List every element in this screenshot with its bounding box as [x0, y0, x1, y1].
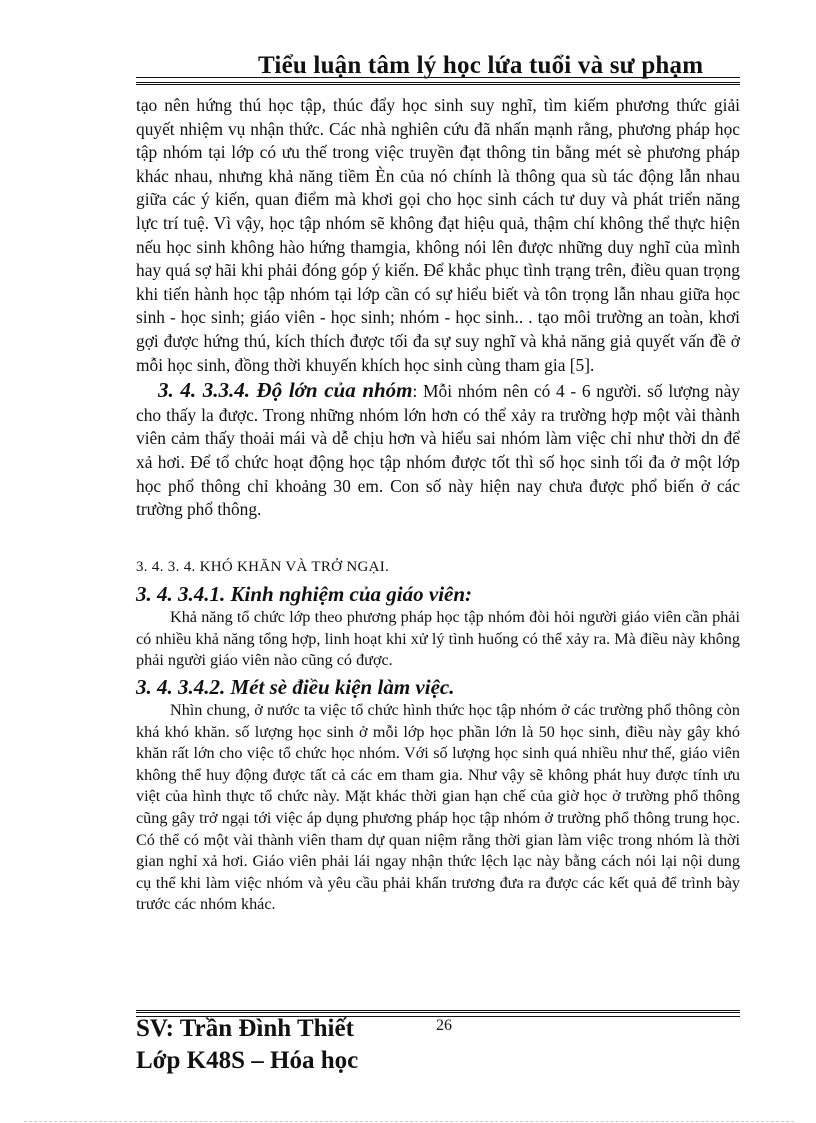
subsection-heading-working-conditions: 3. 4. 3.4.2. Mét sè điều kiện làm việc. [136, 675, 455, 700]
section-text-group-size: : Mỗi nhóm nên có 4 - 6 người. số lượng này cho thấy la được. Trong những nhóm lớn hơn có thể xảy ra trường hợp một vài thành viên cảm thấy thoải mái và dễ chịu hơn và hiểu sai nhóm làm việc chỉ như thời dn để xả hơi. Để tổ chức hoạt động học tập nhóm được tốt thì số học sinh tối đa ở một lớp học phổ thông chỉ khoảng 30 em. Con số này hiện nay chưa được phổ biến ở các trường phổ thông. [136, 381, 740, 520]
paragraph-group-size [136, 379, 740, 522]
header-double-rule [136, 82, 740, 85]
footer-class-name: Lớp K48S – Hóa học [136, 1047, 359, 1074]
paragraph-working-conditions: Nhìn chung, ở nước ta việc tổ chức hình thức học tập nhóm ở các trường phổ thông còn khá khó khăn. số lượng học sinh ở mỗi lớp học phần lớn là 50 học sinh, điều này gây khó khăn rất lớn cho việc tổ chức học nhóm. Với số lượng học sinh quá nhiều như thế, giáo viên không thể huy động được tất cả các em tham gia. Như vậy sẽ không phát huy được tính ưu việt của hình thực tổ chức này. Mặt khác thời gian hạn chế của giờ học ở trường phổ thông cũng gây trở ngại tới việc áp dụng phương pháp học tập nhóm ở trường phổ thông trung học. Có thể có một vài thành viên tham dự quan niệm rằng thời gian làm việc trong nhóm là thời gian nghỉ xả hơi. Giáo viên phải lái ngay nhận thức lệch lạc này bằng cách nói lại nội dung cụ thể khi làm việc nhóm và yêu cầu phải khẩn trương đưa ra được các kết quả để trình bày trước các nhóm khác. [136, 701, 740, 914]
footer-double-rule [136, 1010, 740, 1013]
section-heading-difficulties: 3. 4. 3. 4. KHÓ KHĂN VÀ TRỞ NGẠI. [136, 558, 390, 575]
body-text [136, 94, 740, 916]
footer-student-name: SV: Trần Đình Thiết [136, 1015, 354, 1042]
page-number: 26 [436, 1017, 452, 1034]
subsection-heading-teacher-experience: 3. 4. 3.4.1. Kinh nghiệm của giáo viên: [136, 582, 473, 607]
page-edge [24, 1121, 794, 1122]
paragraph-teacher-experience: Khả năng tổ chức lớp theo phương pháp học tập nhóm đòi hỏi người giáo viên cần phải có nhiều khả năng tổng hợp, linh hoạt khi xử lý tình huống có thể xảy ra. Mà điều này không phải người giáo viên nào cũng có được. [136, 608, 740, 670]
header-rule [136, 77, 740, 78]
section-heading-group-size: 3. 4. 3.3.4. Độ lớn của nhóm [158, 378, 413, 403]
paragraph-intro: tạo nên hứng thú học tập, thúc đẩy học sinh suy nghĩ, tìm kiếm phương thức giải quyết nhiệm vụ nhận thức. Các nhà nghiên cứu đã nhấn mạnh rằng, phương pháp học tập nhóm tại lớp có ưu thế trong việc truyền đạt thông tin bằng mét sè phương pháp khác nhau, nhưng khả năng tiềm Èn của nó chính là thông qua sù tác động lẫn nhau giữa các ý kiến, quan điểm mà khơi gọi cho học sinh cách tư duy và phát triển năng lực trí tuệ. Vì vậy, học tập nhóm sẽ không đạt hiệu quả, thậm chí không thể thực hiện nếu học sinh không hào hứng thamgia, không nói lên được những duy nghĩ của mình hay quá sợ hãi khi phải đóng góp ý kiến. Để khắc phục tình trạng trên, điều quan trọng khi tiến hành học tập nhóm tại lớp cần có sự hiểu biết và tôn trọng lẫn nhau giữa học sinh - học sinh; giáo viên - học sinh; nhóm - học sinh.. . tạo môi trường an toàn, khơi gợi được hứng thú, kích thích được tối đa sự suy nghĩ và khả năng giả quyết vấn đề ở mỗi học sinh, đồng thời khuyến khích học sinh cùng tham gia [5]. [136, 95, 740, 375]
page-header-title: Tiểu luận tâm lý học lứa tuổi và sư phạm [258, 52, 704, 79]
